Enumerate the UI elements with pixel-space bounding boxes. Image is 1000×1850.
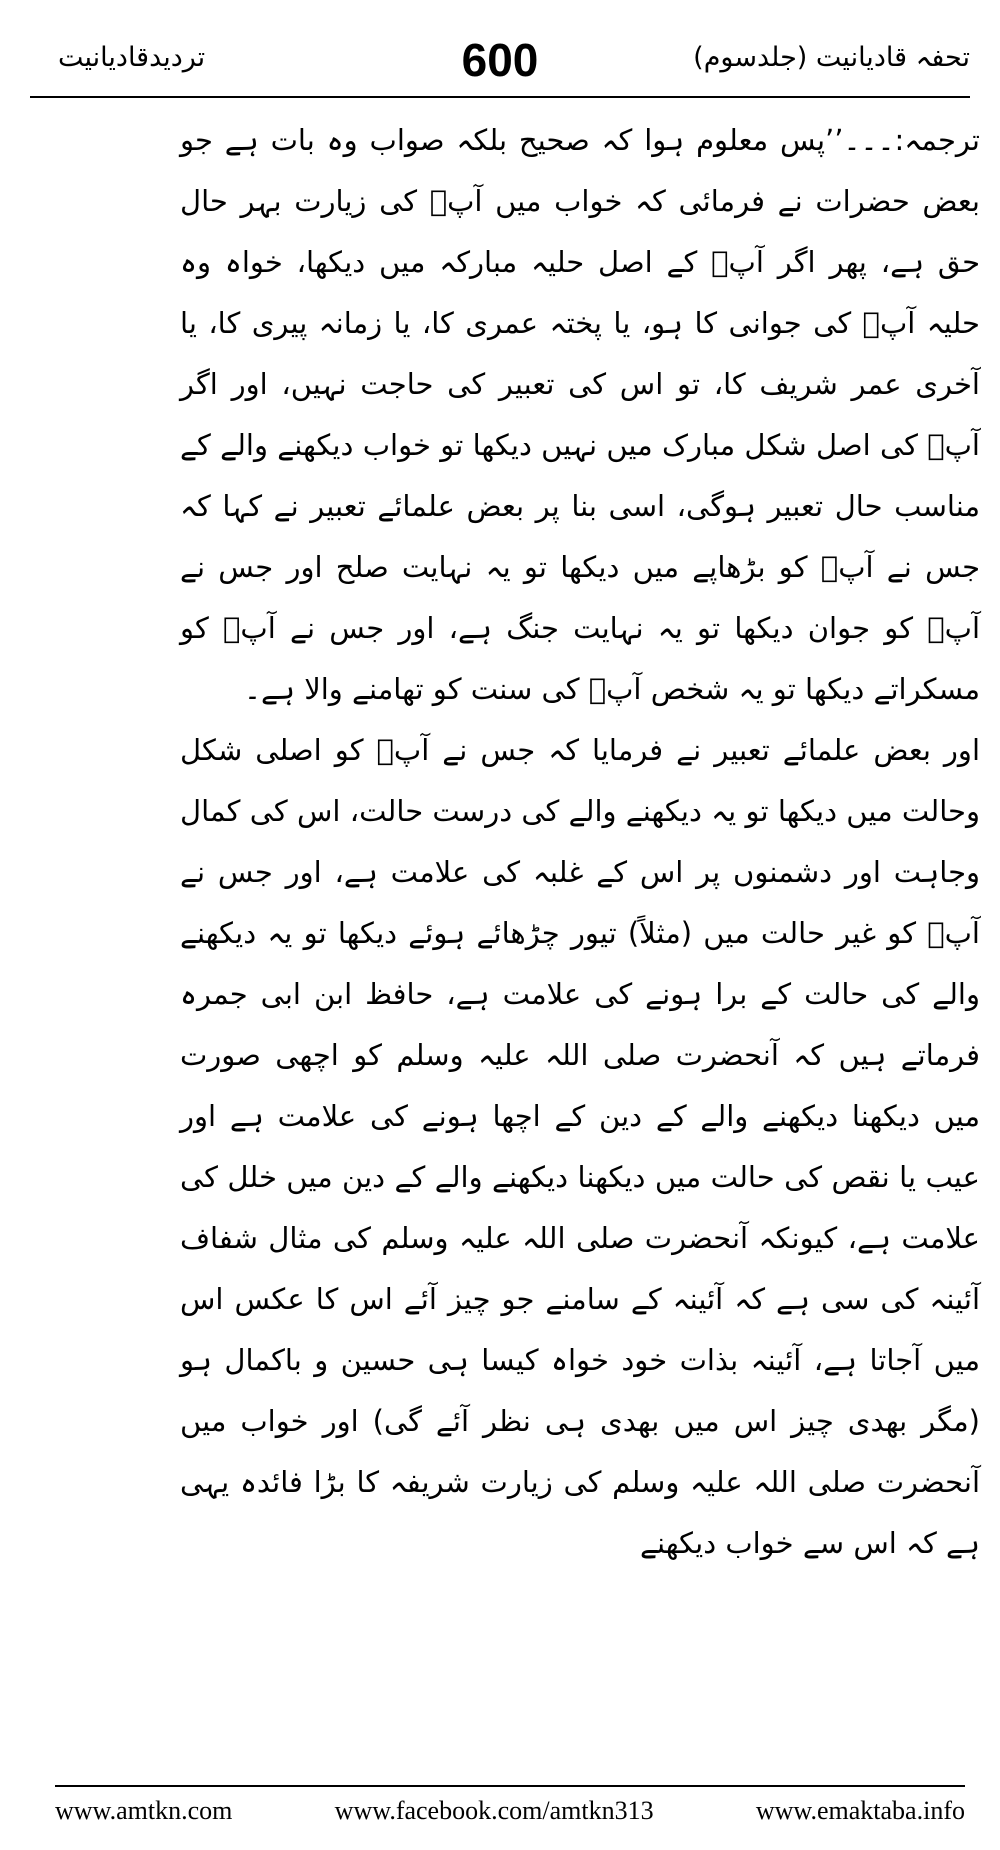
page-body: [180, 110, 980, 1574]
header-book-title: تحفہ قادیانیت (جلدسوم): [693, 42, 970, 73]
page-number: 600: [461, 34, 539, 86]
header-divider: [30, 96, 970, 98]
footer-link-amtkn[interactable]: www.amtkn.com: [55, 1796, 233, 1825]
footer-link-emaktaba[interactable]: www.emaktaba.info: [755, 1796, 965, 1825]
paragraph-2: اور بعض علمائے تعبیر نے فرمایا کہ جس نے آپؐ کو اصلی شکل وحالت میں دیکھا تو یہ دیکھنے والے کی درست حالت، اس کی کمال وجاہت اور دشمنوں پر اس کے غلبہ کی علامت ہے، اور جس نے آپؐ کو غیر حالت میں (مثلاً) تیور چڑھائے ہوئے دیکھا تو یہ دیکھنے والے کی حالت کے برا ہونے کی علامت ہے، حافظ ابن ابی جمرہ فرماتے ہیں کہ آنحضرت صلی اللہ علیہ وسلم کو اچھی صورت میں دیکھنا دیکھنے والے کے دین کے اچھا ہونے کی علامت ہے اور عیب یا نقص کی حالت میں دیکھنا دیکھنے والے کے دین میں خلل کی علامت ہے، کیونکہ آنحضرت صلی اللہ علیہ وسلم کی مثال شفاف آئینہ کی سی ہے کہ آئینہ کے سامنے جو چیز آئے اس کا عکس اس میں آجاتا ہے، آئینہ بذات خود خواہ کیسا ہی حسین و باکمال ہو (مگر بھدی چیز اس میں بھدی ہی نظر آئے گی) اور خواب میں آنحضرت صلی اللہ علیہ وسلم کی زیارت شریفہ کا بڑا فائدہ یہی ہے کہ اس سے خواب دیکھنے: [180, 733, 980, 1560]
footer-link-facebook[interactable]: www.facebook.com/amtkn313: [334, 1796, 654, 1825]
page-header: [30, 30, 970, 90]
page-footer: [55, 1793, 965, 1829]
paragraph-1: ترجمہ:۔۔۔’’پس معلوم ہوا کہ صحیح بلکہ صواب وہ بات ہے جو بعض حضرات نے فرمائی کہ خواب میں آپؐ کی زیارت بہر حال حق ہے، پھر اگر آپؐ کے اصل حلیہ مبارکہ میں دیکھا، خواہ وہ حلیہ آپؐ کی جوانی کا ہو، یا پختہ عمری کا، یا زمانہ پیری کا، یا آخری عمر شریف کا، تو اس کی تعبیر کی حاجت نہیں، اور اگر آپؐ کی اصل شکل مبارک میں نہیں دیکھا تو خواب دیکھنے والے کے مناسب حال تعبیر ہوگی، اسی بنا پر بعض علمائے تعبیر نے کہا کہ جس نے آپؐ کو بڑھاپے میں دیکھا تو یہ نہایت صلح اور جس نے آپؐ کو جوان دیکھا تو یہ نہایت جنگ ہے، اور جس نے آپؐ کو مسکراتے دیکھا تو یہ شخص آپؐ کی سنت کو تھامنے والا ہے۔: [180, 123, 980, 706]
header-left-title: تردیدقادیانیت: [58, 42, 206, 73]
footer-divider: [55, 1785, 965, 1787]
